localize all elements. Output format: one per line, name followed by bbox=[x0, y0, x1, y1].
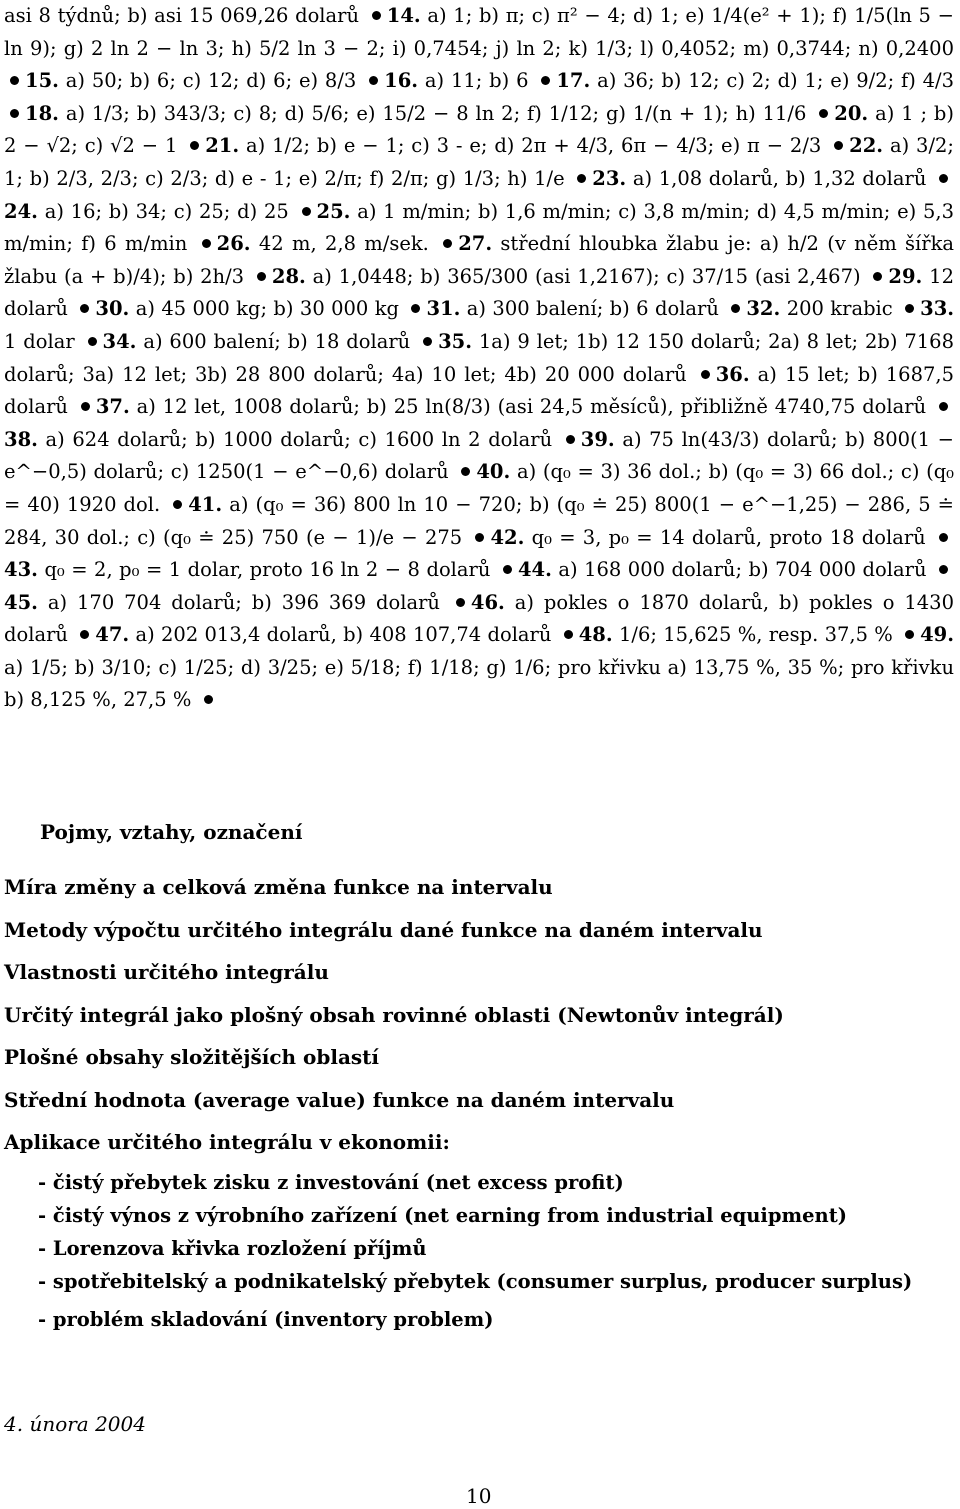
bullet-icon bbox=[456, 598, 465, 607]
answer-item: 43. q₀ = 2, p₀ = 1 dolar, proto 16 ln 2 − 8 dolarů bbox=[4, 558, 491, 582]
bullet-icon bbox=[302, 207, 311, 216]
bullet-icon bbox=[905, 630, 914, 639]
bullet-icon bbox=[443, 239, 452, 248]
answer-item: 30. a) 45 000 kg; b) 30 000 kg bbox=[95, 297, 400, 321]
answer-item: 14. a) 1; b) π; c) π² − 4; d) 1; e) 1/4(e² + 1); f) 1/5(ln 5 − ln 9); g) 2 ln 2 − ln 3; h) 5/2 ln 3 − 2; i) 0,7454; j) ln 2; k) 1/3; l) 0,4052; m) 0,3744; n) 0,2400 bbox=[4, 4, 954, 60]
answer-item: 39. a) 75 ln(43/3) dolarů; b) 800(1 − e^−0,5) dolarů; c) 1250(1 − e^−0,6) dolarů bbox=[4, 427, 954, 484]
bullet-icon bbox=[10, 76, 19, 85]
sub-item: - spotřebitelský a podnikatelský přebytek (consumer surplus, producer surplus) bbox=[38, 1270, 913, 1293]
answers-block bbox=[4, 0, 954, 717]
bullet-icon bbox=[202, 239, 211, 248]
answer-item: 32. 200 krabic bbox=[746, 297, 893, 321]
answer-item: 25. a) 1 m/min; b) 1,6 m/min; c) 3,8 m/min; d) 4,5 m/min; e) 5,3 m/min; f) 6 m/min bbox=[4, 199, 955, 256]
bullet-icon bbox=[369, 76, 378, 85]
bullet-icon bbox=[939, 533, 948, 542]
topic-item: Vlastnosti určitého integrálu bbox=[4, 960, 329, 984]
answer-item: 23. a) 1,08 dolarů, b) 1,32 dolarů bbox=[592, 166, 927, 190]
answer-item: 48. 1/6; 15,625 %, resp. 37,5 % bbox=[578, 623, 893, 647]
page-number: 10 bbox=[466, 1484, 492, 1508]
bullet-icon bbox=[566, 435, 575, 444]
bullet-icon bbox=[939, 402, 948, 411]
answer-item: 26. 42 m, 2,8 m/sek. bbox=[216, 232, 429, 256]
answer-item: 31. a) 300 balení; b) 6 dolarů bbox=[426, 297, 719, 321]
document-date: 4. února 2004 bbox=[4, 1412, 146, 1436]
section-heading: Pojmy, vztahy, označení bbox=[40, 820, 303, 844]
answer-item: 44. a) 168 000 dolarů; b) 704 000 dolarů bbox=[517, 558, 927, 582]
bullet-icon bbox=[80, 630, 89, 639]
answer-item: 15. a) 50; b) 6; c) 12; d) 6; e) 8/3 bbox=[25, 69, 357, 93]
bullet-icon bbox=[80, 304, 89, 313]
bullet-icon bbox=[819, 109, 828, 118]
topic-item: Plošné obsahy složitějších oblastí bbox=[4, 1045, 379, 1069]
answer-item: 16. a) 11; b) 6 bbox=[384, 69, 529, 93]
bullet-icon bbox=[834, 141, 843, 150]
answer-item: 28. a) 1,0448; b) 365/300 (asi 1,2167); c) 37/15 (asi 2,467) bbox=[271, 264, 861, 288]
answer-item: 41. a) (q₀ = 36) 800 ln 10 − 720; b) (q₀ ≐ 25) 800(1 − e^−1,25) − 286, 5 ≐ 284, 30 dol.; c) (q₀ ≐ 25) 750 (e − 1)/e − 275 bbox=[4, 492, 955, 549]
topics-list bbox=[4, 872, 954, 1170]
bullet-icon bbox=[411, 304, 420, 313]
topic-item: Aplikace určitého integrálu v ekonomii: bbox=[4, 1130, 450, 1154]
answer-item: 22. a) 3/2; 1; b) 2/3, 2/3; c) 2/3; d) e - 1; e) 2/π; f) 2/π; g) 1/3; h) 1/e bbox=[4, 134, 954, 190]
answer-item: 18. a) 1/3; b) 343/3; c) 8; d) 5/6; e) 15/2 − 8 ln 2; f) 1/12; g) 1/(n + 1); h) 11/6 bbox=[25, 101, 807, 125]
bullet-icon bbox=[461, 467, 470, 476]
topic-item: Metody výpočtu určitého integrálu dané funkce na daném intervalu bbox=[4, 917, 763, 942]
bullet-icon bbox=[503, 565, 512, 574]
bullet-icon bbox=[939, 174, 948, 183]
answer-item: 33. 1 dolar bbox=[4, 297, 955, 353]
bullet-icon bbox=[939, 565, 948, 574]
bullet-icon bbox=[10, 109, 19, 118]
answer-item: 45. a) 170 704 dolarů; b) 396 369 dolarů bbox=[4, 590, 440, 614]
sub-item: - čistý výnos z výrobního zařízení (net earning from industrial equipment) bbox=[38, 1204, 847, 1227]
sub-item: - problém skladování (inventory problem) bbox=[38, 1308, 494, 1331]
bullet-icon bbox=[905, 304, 914, 313]
topic-item: Určitý integrál jako plošný obsah rovinné oblasti (Newtonův integrál) bbox=[4, 1002, 784, 1027]
answer-item: 35. 1a) 9 let; 1b) 12 150 dolarů; 2a) 8 let; 2b) 7168 dolarů; 3a) 12 let; 3b) 28 800 dolarů; 4a) 10 let; 4b) 20 000 dolarů bbox=[4, 329, 954, 386]
answer-item: 40. a) (q₀ = 3) 36 dol.; b) (q₀ = 3) 66 dol.; c) (q₀ = 40) 1920 dol. bbox=[4, 460, 954, 516]
bullet-icon bbox=[173, 500, 182, 509]
sub-item: - čistý přebytek zisku z investování (net excess profit) bbox=[38, 1171, 624, 1194]
economics-applications-list bbox=[4, 1168, 959, 1338]
answer-item: 38. a) 624 dolarů; b) 1000 dolarů; c) 1600 ln 2 dolarů bbox=[4, 427, 553, 451]
answer-item: 42. q₀ = 3, p₀ = 14 dolarů, proto 18 dolarů bbox=[490, 525, 926, 549]
answer-item: asi 8 týdnů; b) asi 15 069,26 dolarů bbox=[4, 4, 360, 27]
bullet-icon bbox=[190, 141, 199, 150]
answer-item: 49. a) 1/5; b) 3/10; c) 1/25; d) 3/25; e) 5/18; f) 1/18; g) 1/6; pro křivku a) 13,75 %, 35 %; pro křivku b) 8,125 %, 27,5 % bbox=[4, 623, 955, 712]
bullet-icon bbox=[257, 272, 266, 281]
bullet-icon bbox=[577, 174, 586, 183]
bullet-icon bbox=[88, 337, 97, 346]
topic-item: Střední hodnota (average value) funkce na daném intervalu bbox=[4, 1087, 675, 1112]
answer-item: 36. a) 15 let; b) 1687,5 dolarů bbox=[4, 362, 954, 419]
answer-item: 47. a) 202 013,4 dolarů, b) 408 107,74 dolarů bbox=[95, 623, 552, 647]
bullet-icon bbox=[873, 272, 882, 281]
bullet-icon bbox=[701, 370, 710, 379]
answer-item: 17. a) 36; b) 12; c) 2; d) 1; e) 9/2; f) 4/3 bbox=[556, 69, 955, 93]
answer-item: 24. a) 16; b) 34; c) 25; d) 25 bbox=[4, 199, 289, 223]
bullet-icon bbox=[564, 630, 573, 639]
answer-item: 46. a) pokles o 1870 dolarů, b) pokles o 1430 dolarů bbox=[4, 590, 954, 647]
answer-item: 37. a) 12 let, 1008 dolarů; b) 25 ln(8/3) (asi 24,5 měsíců), přibližně 4740,75 dolarů bbox=[95, 395, 927, 419]
answer-item: 34. a) 600 balení; b) 18 dolarů bbox=[102, 329, 411, 353]
topic-item: Míra změny a celková změna funkce na intervalu bbox=[4, 875, 553, 899]
bullet-icon bbox=[731, 304, 740, 313]
bullet-icon bbox=[541, 76, 550, 85]
answer-item: 20. a) 1 ; b) 2 − √2; c) √2 − 1 bbox=[4, 101, 954, 158]
bullet-icon bbox=[81, 402, 90, 411]
bullet-icon bbox=[423, 337, 432, 346]
bullet-icon bbox=[204, 695, 213, 704]
bullet-icon bbox=[475, 533, 484, 542]
answer-item: 27. střední hloubka žlabu je: a) h/2 (v něm šířka žlabu (a + b)/4); b) 2h/3 bbox=[4, 232, 955, 288]
answer-item: 29. 12 dolarů bbox=[4, 264, 954, 321]
sub-item: - Lorenzova křivka rozložení příjmů bbox=[38, 1237, 427, 1260]
bullet-icon bbox=[372, 11, 381, 20]
answer-item: 21. a) 1/2; b) e − 1; c) 3 - e; d) 2π + 4/3, 6π − 4/3; e) π − 2/3 bbox=[205, 134, 822, 158]
